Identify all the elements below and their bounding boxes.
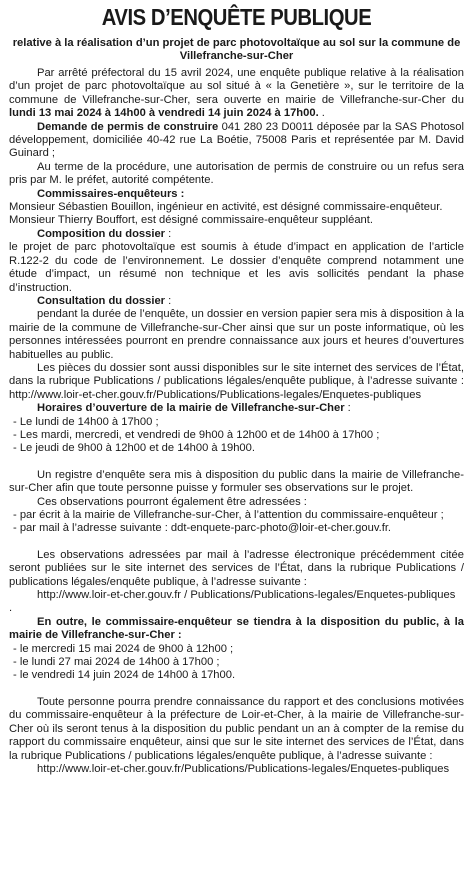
notice-subtitle: relative à la réalisation d’un projet de parc photovoltaïque au sol sur la commune de Villefranche-sur-Cher [12,37,461,62]
intro-paragraph [9,67,464,121]
hours-heading [9,402,464,415]
hours-colon: : [344,402,351,415]
hours-label: Horaires d’ouverture de la mairie de Villefranche-sur-Cher [37,402,345,415]
observations-intro: Ces observations pourront également être adressées : [37,495,307,508]
hours-item: - Les mardi, mercredi, et vendredi de 9h00 à 12h00 et de 14h00 à 17h00 ; [13,428,380,441]
consultation-text-1: pendant la durée de l’enquête, un dossier en version papier sera mis à disposition à la mairie de la commune de Villefranche-sur-Cher ainsi que sur un poste informatique, où les personnes intéressées pourront en prendre connaissance aux jours et heures d’ouvertures habituelles au public. [9,308,464,361]
composition-text: le projet de parc photovoltaïque est soumis à étude d’impact en application de l’article R.122-2 du code de l’environnement. Le dossier d’enquête comprend notamment une étude d’impact, un résumé non technique et les avis sollicités pendant la phase d’instruction. [9,241,464,294]
procedure-paragraph: Au terme de la procédure, une autorisation de permis de construire ou un refus sera pris par M. le préfet, autorité compétente. [9,160,464,187]
consultation-text-2: Les pièces du dossier sont aussi disponibles sur le site internet des services de l’État, dans la rubrique Publications / publications légales/enquête publique, à l’adresse suivante : http://www.loir-et-cher.gouv.fr/Publications/Publications-legales/Enquetes-publiques [9,361,464,401]
spacer [9,456,464,469]
email-observations-dot: . [9,602,13,615]
commissioner-primary: Monsieur Sébastien Bouillon, ingénieur en activité, est désigné commissaire-enquêteur. [9,201,443,214]
notice-title: AVIS D’ENQUÊTE PUBLIQUE [101,4,372,30]
report-paragraph: Toute personne pourra prendre connaissance du rapport et des conclusions motivées du commissaire-enquêteur à la préfecture de Loir-et-Cher, à la mairie de Villefranche-sur-Cher où ils seront tenus à la disposition du public pendant un an à compter de la remise du rapport du commissaire enquêteur, ainsi que sur le site internet des services de l’État, dans la rubrique Publications / publications légales/enquête publique, à l’adresse suivante : [9,695,464,762]
commissioner-substitute: Monsieur Thierry Bouffort, est désigné commissaire-enquêteur suppléant. [9,214,373,227]
permit-paragraph [9,121,464,161]
intro-end: . [318,107,325,120]
availability-item: - le vendredi 14 juin 2024 de 14h00 à 17h00. [13,669,236,682]
commissioners-heading: Commissaires-enquêteurs : [37,187,185,200]
notice-page [9,0,464,776]
consultation-label: Consultation du dossier [37,294,166,307]
email-observations-text: Les observations adressées par mail à l’adresse électronique précédemment citée seront publiées sur le site internet des services de l’État, dans la rubrique Publications / publications légales/enquête publique, à l’adresse suivante : [9,548,464,588]
permit-label: Demande de permis de construire [37,120,219,133]
availability-heading: En outre, le commissaire-enquêteur se tiendra à la disposition du public, à la mairie de Villefranche-sur-Cher : [9,615,464,642]
availability-item: - le mercredi 15 mai 2024 de 9h00 à 12h00 ; [13,642,234,655]
composition-heading [9,228,464,241]
hours-list [9,416,464,456]
observation-item: - par mail à l’adresse suivante : ddt-enquete-parc-photo@loir-et-cher.gouv.fr. [13,522,392,535]
composition-colon: : [165,227,172,240]
spacer [9,683,464,696]
register-paragraph: Un registre d’enquête sera mis à disposition du public dans la mairie de Villefranche-sur-Cher afin que toute personne puisse y formuler ses observations sur le projet. [9,468,464,495]
email-observations-url[interactable]: http://www.loir-et-cher.gouv.fr / Publications/Publications-legales/Enquetes-publiques [37,589,456,602]
observation-item: - par écrit à la mairie de Villefranche-sur-Cher, à l’attention du commissaire-enquêteur ; [13,509,444,521]
spacer [9,536,464,549]
intro-text: Par arrêté préfectoral du 15 avril 2024, une enquête publique relative à la réalisation d’un projet de parc photovoltaïque au sol situé à « la Genetière », sur le territoire de la commune de Villefranche-sur-Cher, sera ouverte en mairie de Villefranche-sur-Cher du [9,67,464,106]
report-url[interactable]: http://www.loir-et-cher.gouv.fr/Publications/Publications-legales/Enquetes-publiques [37,762,450,775]
hours-item: - Le lundi de 14h00 à 17h00 ; [13,415,159,428]
availability-item: - le lundi 27 mai 2024 de 14h00 à 17h00 ; [13,656,220,669]
observations-list [9,509,464,536]
permit-text: 041 280 23 D0011 déposée par la SAS Photosol développement, domiciliée 40-42 rue La Boétie, 75008 Paris et représentée par M. David Guinard ; [9,120,464,160]
availability-list [9,643,464,683]
intro-dates: lundi 13 mai 2024 à 14h00 à vendredi 14 juin 2024 à 17h00. [9,107,319,120]
hours-item: - Le jeudi de 9h00 à 12h00 et de 14h00 à 19h00. [13,442,255,455]
consultation-colon: : [165,294,172,307]
composition-label: Composition du dossier [37,227,166,240]
consultation-heading [9,295,464,308]
